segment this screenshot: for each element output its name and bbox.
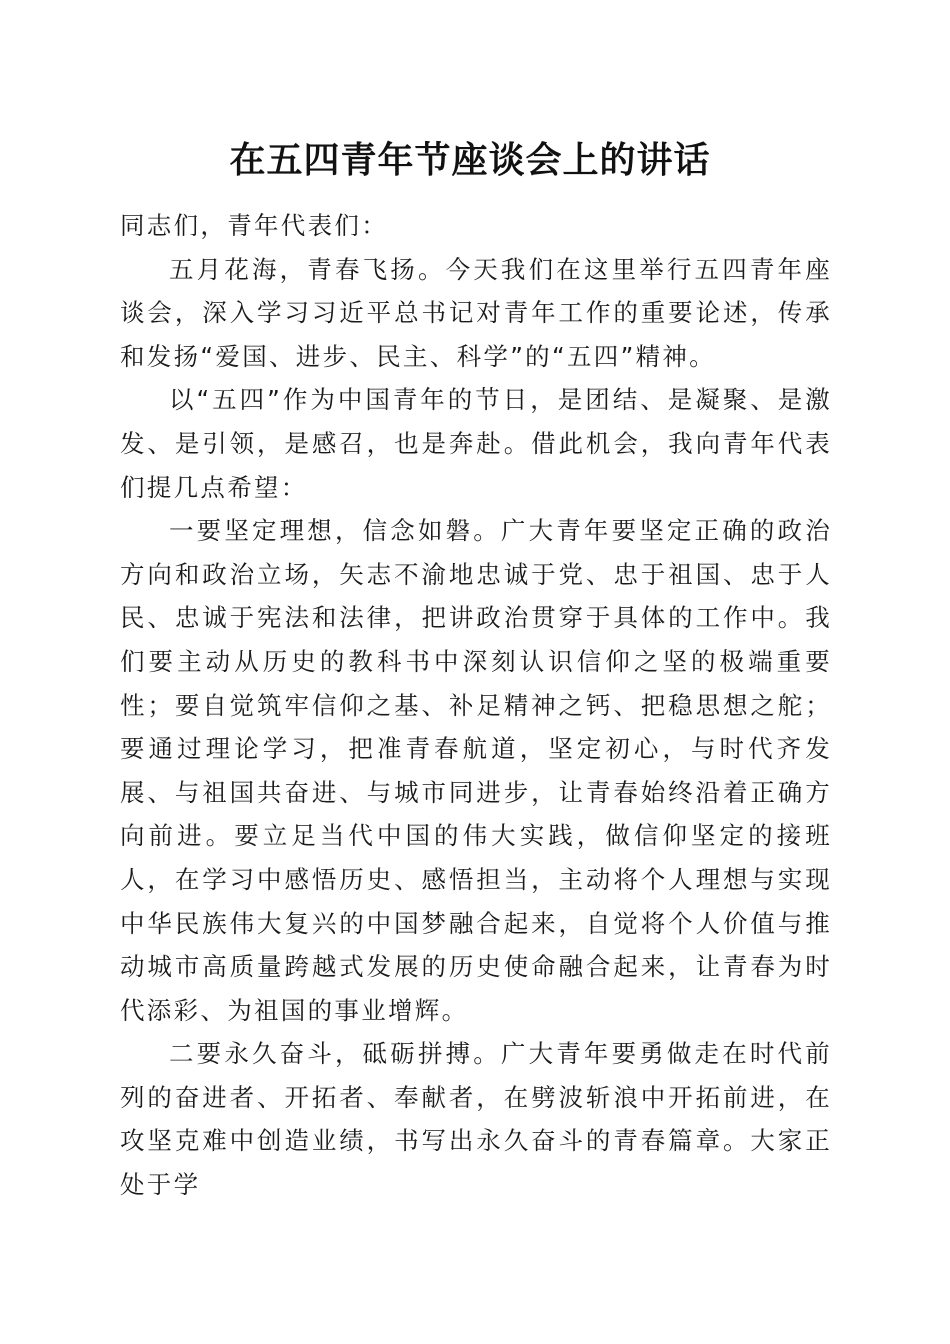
- document-body: [120, 204, 832, 1207]
- paragraph-point-one: 一要坚定理想，信念如磐。广大青年要坚定正确的政治方向和政治立场，矢志不渝地忠诚于党、忠于祖国、忠于人民、忠诚于宪法和法律，把讲政治贯穿于具体的工作中。我们要主动从历史的教科书中深刻认识信仰之坚的极端重要性；要自觉筑牢信仰之基、补足精神之钙、把稳思想之舵；要通过理论学习，把准青春航道，坚定初心，与时代齐发展、与祖国共奋进、与城市同进步，让青春始终沿着正确方向前进。要立足当代中国的伟大实践，做信仰坚定的接班人，在学习中感悟历史、感悟担当，主动将个人理想与实现中华民族伟大复兴的中国梦融合起来，自觉将个人价值与推动城市高质量跨越式发展的历史使命融合起来，让青春为时代添彩、为祖国的事业增辉。: [120, 516, 832, 1025]
- greeting-line: 同志们，青年代表们：: [120, 211, 388, 240]
- document-title: 在五四青年节座谈会上的讲话: [229, 139, 711, 181]
- paragraph-opening: 五月花海，青春飞扬。今天我们在这里举行五四青年座谈会，深入学习习近平总书记对青年工作的重要论述，传承和发扬“爱国、进步、民主、科学”的“五四”精神。: [120, 254, 832, 371]
- paragraph-wishes-intro: 以“五四”作为中国青年的节日，是团结、是凝聚、是激发、是引领，是感召，也是奔赴。借此机会，我向青年代表们提几点希望：: [120, 385, 832, 502]
- paragraph-point-two: 二要永久奋斗，砥砺拼搏。广大青年要勇做走在时代前列的奋进者、开拓者、奉献者，在劈波斩浪中开拓前进，在攻坚克难中创造业绩，书写出永久奋斗的青春篇章。大家正处于学: [120, 1039, 832, 1200]
